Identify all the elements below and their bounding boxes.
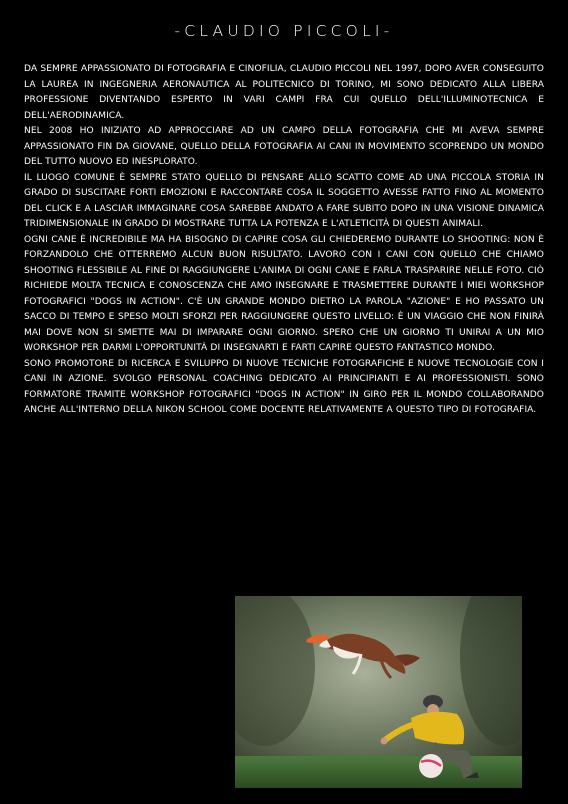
paragraph-2: NEL 2008 HO INIZIATO AD APPROCCIARE AD UN CAMPO DELLA FOTOGRAFIA CHE MI AVEVA SEMPRE APPASSIONATO FIN DA GIOVANE, QUELLO DELLA FOTOGRAFIA AI CANI IN MOVIMENTO SCOPRENDO UN MONDO DEL TUTTO NUOVO ED INESPLORATO. [24, 126, 544, 167]
page-title: -CLAUDIO PICCOLI- [174, 22, 394, 40]
grass [235, 756, 522, 788]
dog-action-photo [235, 596, 522, 788]
paragraph-1: DA SEMPRE APPASSIONATO DI FOTOGRAFIA E CINOFILIA, CLAUDIO PICCOLI NEL 1997, DOPO AVER CONSEGUITO LA LAUREA IN INGEGNERIA AERONAUTICA AL POLITECNICO DI TORINO, MI SONO DEDICATO ALLA LIBERA PROFESSIONE DIVENTANDO ESPERTO IN VARI CAMPI FRA CUI QUELLO DELL'ILLUMINOTECNICA E DELL'AERODINAMICA. [24, 64, 544, 121]
biography-text [24, 62, 544, 419]
photo-illustration [235, 596, 522, 788]
paragraph-3: IL LUOGO COMUNE È SEMPRE STATO QUELLO DI PENSARE ALLO SCATTO COME AD UNA PICCOLA STORIA IN GRADO DI SUSCITARE FORTI EMOZIONI E RACCONTARE COSA IL SOGGETTO AVESSE FATTO FINO AL MOMENTO DEL CLICK E A LASCIAR IMMAGINARE COSA SAREBBE ANDATO A FARE SUBITO DOPO IN UNA VISIONE DINAMICA TRIDIMENSIONALE IN GRADO DI MOSTRARE TUTTA LA POTENZA E L'ATLETICITÀ DI QUESTI ANIMALI. [24, 172, 544, 229]
paragraph-5: SONO PROMOTORE DI RICERCA E SVILUPPO DI NUOVE TECNICHE FOTOGRAFICHE E NUOVE TECNOLOGIE CON I CANI IN AZIONE. SVOLGO PERSONAL COACHING DEDICATO AI PRINCIPIANTI E AI PROFESSIONISTI. SONO FORMATORE TRAMITE WORKSHOP FOTOGRAFICI "DOGS IN ACTION" IN GIRO PER IL MONDO COLLABORANDO ANCHE ALL'INTERNO DELLA NIKON SCHOOL COME DOCENTE RELATIVAMENTE A QUESTO TIPO DI FOTOGRAFIA. [24, 358, 544, 415]
paragraph-4: OGNI CANE È INCREDIBILE MA HA BISOGNO DI CAPIRE COSA GLI CHIEDEREMO DURANTE LO SHOOTING: NON È FORZANDOLO CHE OTTERREMO ALCUN BUON RISULTATO. LAVORO CON I CANI CON QUELLO CHE CHIAMO SHOOTING FLESSIBILE AL FINE DI RAGGIUNGERE L'ANIMA DI OGNI CANE E FARLA TRASPARIRE NELLE FOTO. CIÒ RICHIEDE MOLTA TECNICA E CONOSCENZA CHE AMO INSEGNARE E TRASMETTERE DURANTE I MIEI WORKSHOP FOTOGRAFICI "DOGS IN ACTION". C'È UN GRANDE MONDO DIETRO LA PAROLA "AZIONE" E HO PASSATO UN SACCO DI TEMPO E SPESO MOLTI SFORZI PER RAGGIUNGERE QUESTO LIVELLO: È UN VIAGGIO CHE NON FINIRÀ MAI DOVE NON SI SMETTE MAI DI IMPARARE OGNI GIORNO. SPERO CHE UN GIORNO TI UNIRAI A UN MIO WORKSHOP PER DARMI L'OPPORTUNITÀ DI INSEGNARTI E FARTI CAPIRE QUESTO FANTASTICO MONDO. [24, 234, 544, 353]
